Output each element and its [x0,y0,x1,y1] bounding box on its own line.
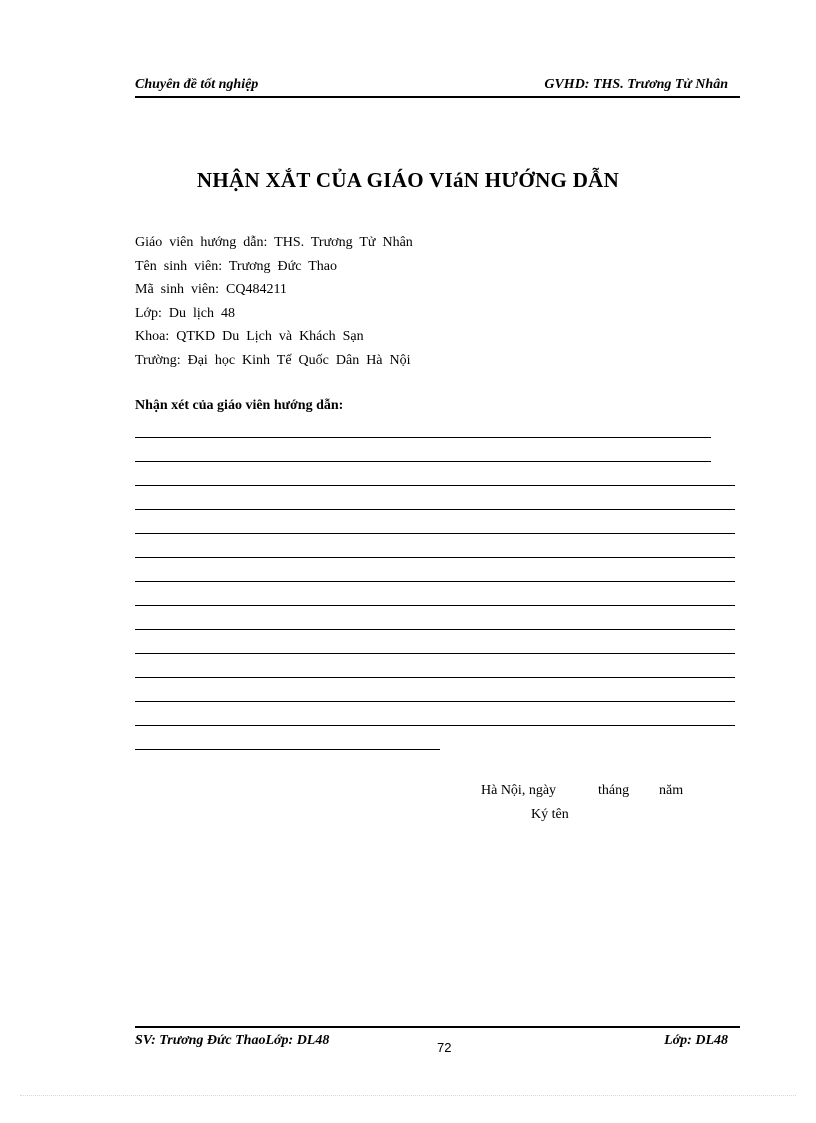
footer-left-text: SV: Trương Đức ThaoLớp: DL48 [135,1033,330,1048]
comment-line [135,677,735,678]
comment-label: Nhận xét của giáo viên hướng dẫn: [135,398,344,413]
comment-line [135,461,711,462]
signature-year: năm [659,783,684,798]
signature-month: tháng [598,783,630,798]
footer-right-text: Lớp: DL48 [664,1033,728,1048]
comment-line [135,749,440,750]
page-number: 72 [437,1040,452,1055]
comment-line [135,629,735,630]
signature-label: Ký tên [531,807,569,822]
comment-line [135,653,735,654]
comment-line [135,557,735,558]
page-header [135,76,740,98]
page-edge-divider [20,1095,796,1096]
header-right-text: GVHD: THS. Trương Tử Nhân [544,77,728,92]
comment-line [135,605,735,606]
comment-line [135,725,735,726]
comment-line [135,485,735,486]
comment-line [135,581,735,582]
comment-line [135,533,735,534]
info-supervisor: Giáo viên hướng dẫn: THS. Trương Tử Nhân [135,235,413,250]
page-title: NHẬN XẮT CỦA GIÁO VIáN HƯỚNG DẪN [196,168,620,192]
info-class: Lớp: Du lịch 48 [135,305,235,321]
comment-line [135,509,735,510]
signature-place-date: Hà Nội, ngày [481,783,557,798]
page-footer [135,1026,740,1058]
comment-line [135,701,735,702]
info-university: Trường: Đại học Kinh Tế Quốc Dân Hà Nội [135,352,411,368]
info-faculty: Khoa: QTKD Du Lịch và Khách Sạn [135,329,364,344]
comment-line [135,437,711,438]
info-student-name: Tên sinh viên: Trương Đức Thao [135,258,337,274]
info-student-id: Mã sinh viên: CQ484211 [135,282,287,297]
header-left-text: Chuyên đề tốt nghiệp [135,77,259,92]
student-info [135,231,413,372]
